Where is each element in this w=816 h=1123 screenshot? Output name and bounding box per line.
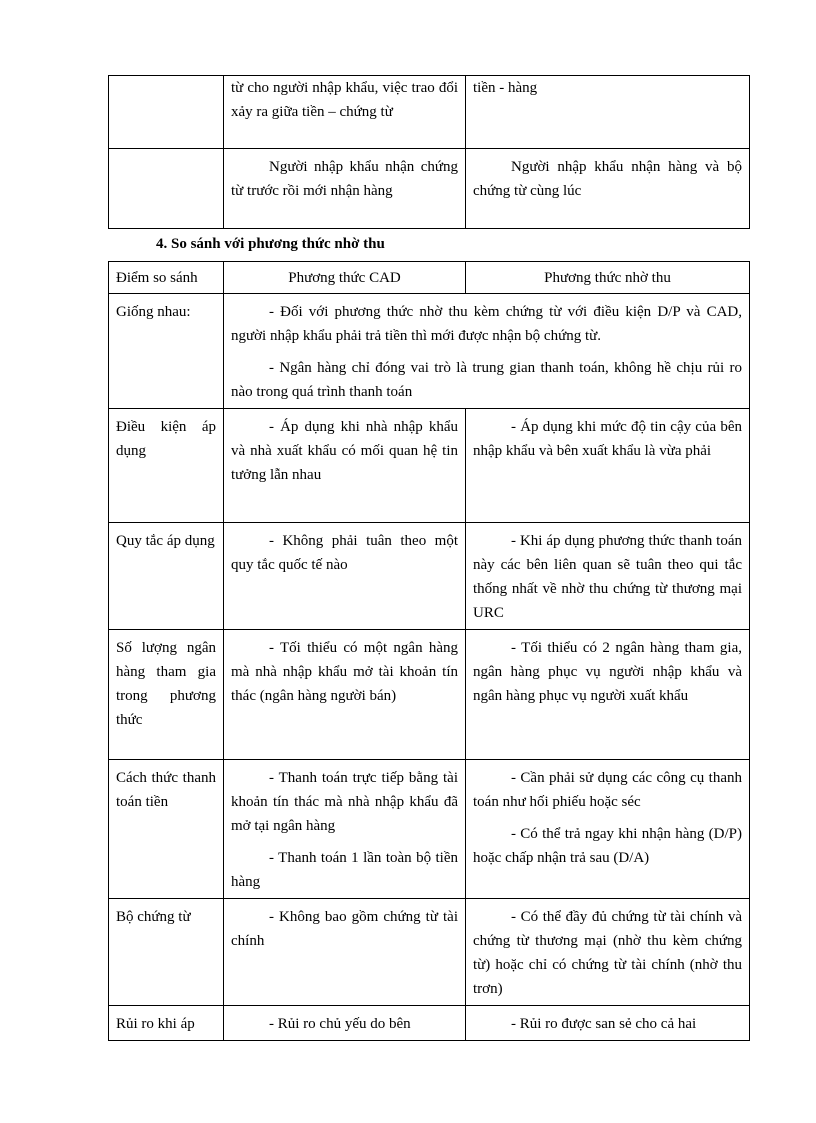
row-label: Quy tắc áp dụng xyxy=(109,523,224,630)
row-label: Rủi ro khi áp xyxy=(109,1006,224,1041)
row-label: Điều kiện áp dụng xyxy=(109,409,224,523)
table-row xyxy=(109,409,750,523)
cad-cell: - Áp dụng khi nhà nhập khẩu và nhà xuất khẩu có mối quan hệ tin tưởng lẫn nhau xyxy=(224,409,466,523)
collection-cell: - Có thể đầy đủ chứng từ tài chính và chứng từ thương mại (nhờ thu kèm chứng từ) hoặc chỉ có chứng từ tài chính (nhờ thu trơn) xyxy=(466,899,750,1006)
table-cell xyxy=(109,76,224,149)
cad-cell: - Rủi ro chủ yếu do bên xyxy=(224,1006,466,1041)
collection-cell: - Cần phải sử dụng các công cụ thanh toán như hối phiếu hoặc séc - Có thể trả ngay khi nhận hàng (D/P) hoặc chấp nhận trả sau (D/A) xyxy=(466,760,750,899)
table-row xyxy=(109,899,750,1006)
row-label: Bộ chứng từ xyxy=(109,899,224,1006)
cad-cell: - Thanh toán trực tiếp bằng tài khoản tín thác mà nhà nhập khẩu đã mở tại ngân hàng - Thanh toán 1 lần toàn bộ tiền hàng xyxy=(224,760,466,899)
table-cell: tiền - hàng xyxy=(466,76,750,149)
section-heading: 4. So sánh với phương thức nhờ thu xyxy=(156,236,385,252)
comparison-table xyxy=(108,261,750,1041)
collection-cell: - Rủi ro được san sẻ cho cả hai xyxy=(466,1006,750,1041)
collection-cell: - Áp dụng khi mức độ tin cậy của bên nhập khẩu và bên xuất khẩu là vừa phải xyxy=(466,409,750,523)
table-cell: Người nhập khẩu nhận hàng và bộ chứng từ cùng lúc xyxy=(466,149,750,229)
table-row xyxy=(109,760,750,899)
cad-cell: - Tối thiểu có một ngân hàng mà nhà nhập khẩu mở tài khoản tín thác (ngân hàng người bán) xyxy=(224,630,466,760)
table-row xyxy=(109,149,750,229)
table-row xyxy=(109,523,750,630)
table-header-row xyxy=(109,262,750,294)
row-label: Cách thức thanh toán tiền xyxy=(109,760,224,899)
table-cell: Người nhập khẩu nhận chứng từ trước rồi mới nhận hàng xyxy=(224,149,466,229)
row-label: Số lượng ngân hàng tham gia trong phương thức xyxy=(109,630,224,760)
column-header: Điểm so sánh xyxy=(109,262,224,294)
collection-cell: - Khi áp dụng phương thức thanh toán này các bên liên quan sẽ tuân theo qui tắc thống nhất về nhờ thu chứng từ thương mại URC xyxy=(466,523,750,630)
table-row xyxy=(109,76,750,149)
column-header: Phương thức nhờ thu xyxy=(466,262,750,294)
row-label: Giống nhau: xyxy=(109,294,224,409)
collection-cell: - Tối thiểu có 2 ngân hàng tham gia, ngân hàng phục vụ người nhập khẩu và ngân hàng phục vụ người xuất khẩu xyxy=(466,630,750,760)
similarity-cell: - Đối với phương thức nhờ thu kèm chứng từ với điều kiện D/P và CAD, người nhập khẩu phải trả tiền thì mới được nhận bộ chứng từ. - Ngân hàng chỉ đóng vai trò là trung gian thanh toán, không hề chịu rủi ro nào trong quá trình thanh toán xyxy=(224,294,750,409)
table-cell: từ cho người nhập khẩu, việc trao đổi xảy ra giữa tiền – chứng từ xyxy=(224,76,466,149)
cad-cell: - Không phải tuân theo một quy tắc quốc tế nào xyxy=(224,523,466,630)
table-row xyxy=(109,294,750,409)
table-row xyxy=(109,1006,750,1041)
top-table xyxy=(108,75,750,229)
column-header: Phương thức CAD xyxy=(224,262,466,294)
table-cell xyxy=(109,149,224,229)
table-row xyxy=(109,630,750,760)
cad-cell: - Không bao gồm chứng từ tài chính xyxy=(224,899,466,1006)
